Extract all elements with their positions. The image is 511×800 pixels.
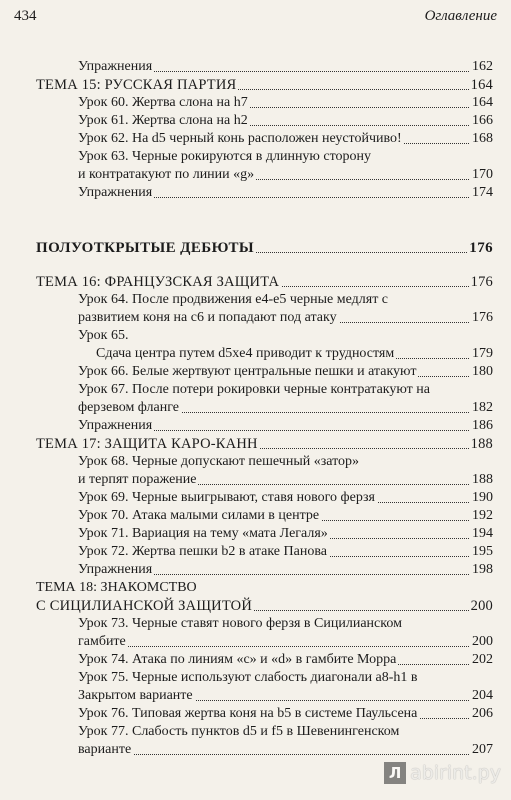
toc-entry [78,58,493,76]
toc-title: Урок 69. Черные выигрывают, ставя нового ферзя [78,490,375,505]
toc-title: ферзевом фланге [78,400,179,415]
toc-page-number: 207 [472,742,493,757]
toc-entry [78,417,493,435]
leader-dots [78,646,493,647]
toc-entry [78,507,493,525]
toc-page-number: 176 [470,274,493,290]
toc-page-number: 194 [472,526,493,541]
toc-title: Урок 61. Жертва слона на h2 [78,113,248,128]
toc-title: Урок 76. Типовая жертва коня на b5 в системе Паульсена [78,706,418,721]
toc-page-number: 164 [472,95,493,110]
toc-entry [78,705,493,723]
toc-line [78,453,361,471]
toc-page-number: 200 [472,634,493,649]
toc-entry [78,687,493,705]
toc-line [78,615,404,633]
toc-entry [78,525,493,543]
toc-page-number: 176 [472,310,493,325]
toc-entry [78,399,493,417]
toc-page-number: 180 [472,364,493,379]
toc-entry [78,363,493,381]
toc-line [36,579,199,597]
toc-entry [78,543,493,561]
toc-title: развитием коня на с6 и попадают под атаку [78,310,337,325]
toc-topic [36,597,493,615]
toc-line [78,148,373,166]
toc-title: ТЕМА 17: ЗАЩИТА КАРО-КАНН [36,436,258,452]
toc-page-number: 202 [472,652,493,667]
toc-title: Сдача центра путем d5xe4 приводит к трудностям [96,346,395,361]
watermark-logo: Л [384,762,406,784]
toc-page-number: 179 [472,346,493,361]
toc-topic [36,273,493,291]
toc-page-number: 195 [472,544,493,559]
toc-page-number: 192 [472,508,493,523]
toc-title: Урок 65. [78,328,129,343]
toc-title: Урок 71. Вариация на тему «мата Легаля» [78,526,328,541]
toc-section [36,239,493,257]
toc-topic [36,435,493,453]
toc-entry [78,130,493,148]
toc-title: и терпят поражение [78,472,197,487]
toc-title: Урок 66. Белые жертвуют центральные пешки и атакуют [78,364,417,379]
toc-entry [78,471,493,489]
toc-line [78,669,420,687]
toc-title: Урок 63. Черные рокируются в длинную сторону [78,149,372,164]
toc-title: Упражнения [78,562,153,577]
toc-line [78,327,130,345]
toc-entry [78,633,493,651]
toc-page-number: 188 [472,472,493,487]
toc-page-number: 200 [470,598,493,614]
toc-page-number: 186 [472,418,493,433]
toc-entry [78,94,493,112]
toc-title: ТЕМА 15: РУССКАЯ ПАРТИЯ [36,77,237,93]
toc-page-number: 174 [472,185,493,200]
toc-entry [78,112,493,130]
toc-line [78,291,390,309]
toc-title: С СИЦИЛИАНСКОЙ ЗАЩИТОЙ [36,598,253,614]
page-header [14,8,497,30]
toc-entry [78,741,493,759]
toc-page-number: 204 [472,688,493,703]
page-number: 434 [14,8,37,24]
toc-title: ТЕМА 16: ФРАНЦУЗСКАЯ ЗАЩИТА [36,274,280,290]
toc-page-number: 164 [470,77,493,93]
toc-entry [78,489,493,507]
toc-title: Урок 62. На d5 черный конь расположен неустойчиво! [78,131,402,146]
toc-page-number: 206 [472,706,493,721]
toc-line [78,723,401,741]
toc-title: Закрытом варианте [78,688,193,703]
leader-dots [78,754,493,755]
watermark-text: abirint.ру [410,762,501,784]
toc-title: гамбите [78,634,126,649]
running-head: Оглавление [424,8,497,24]
toc-title: ПОЛУОТКРЫТЫЕ ДЕБЮТЫ [36,240,255,256]
toc-entry [78,309,493,327]
toc-entry [78,184,493,202]
toc-page-number: 190 [472,490,493,505]
toc-page-number: 182 [472,400,493,415]
toc-title: Урок 77. Слабость пунктов d5 и f5 в Шевенингенском [78,724,400,739]
toc-page-number: 168 [472,131,493,146]
toc-title: варианте [78,742,132,757]
toc-title: Упражнения [78,185,153,200]
toc-entry [78,651,493,669]
toc-title: Урок 72. Жертва пешки b2 в атаке Панова [78,544,327,559]
toc-page-number: 176 [469,240,493,256]
toc-title: Урок 67. После потери рокировки черные контратакуют на [78,382,430,397]
toc-title: Урок 75. Черные используют слабость диагонали a8-h1 в [78,670,418,685]
toc-title: Урок 70. Атака малыми силами в центре [78,508,320,523]
toc-title: Урок 60. Жертва слона на h7 [78,95,248,110]
toc-title: Урок 68. Черные допускают пешечный «затор» [78,454,360,469]
toc-page-number: 198 [472,562,493,577]
toc-title: Урок 74. Атака по линиям «с» и «d» в гамбите Морра [78,652,397,667]
toc-page-number: 188 [470,436,493,452]
toc-title: Упражнения [78,418,153,433]
toc-title: ТЕМА 18: ЗНАКОМСТВО [36,580,197,595]
toc-title: и контратакуют по линии «g» [78,167,255,182]
toc-title: Урок 73. Черные ставят нового ферзя в Сицилианском [78,616,402,631]
toc-topic [36,76,493,94]
toc-title: Упражнения [78,59,153,74]
toc-page-number: 170 [472,167,493,182]
toc-line [78,381,432,399]
toc-entry [78,561,493,579]
toc-title: Урок 64. После продвижения е4-е5 черные медлят с [78,292,389,307]
toc-entry [78,166,493,184]
toc-page-number: 166 [472,113,493,128]
toc-entry [96,345,493,363]
watermark [384,760,501,786]
toc-page-number: 162 [472,59,493,74]
